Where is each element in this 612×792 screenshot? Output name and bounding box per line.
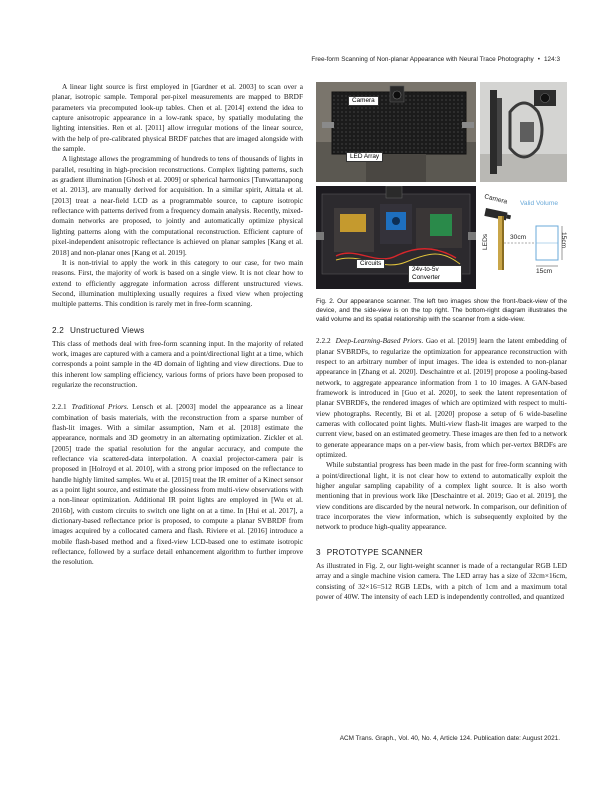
diagram-label-distance: 30cm: [510, 234, 527, 241]
paragraph: [316, 336, 567, 460]
subsection-heading: [316, 336, 423, 345]
side-view-image: [480, 82, 567, 182]
section-number: 3: [316, 547, 321, 557]
section-number: 2.2: [52, 325, 64, 335]
paragraph-text: Gao et al. [2019] learn the latent embedding of planar SVBRDFs, to regularize the optimization for appearance reconstruction with respect to an arbitrary number of input images. The idea is extended to non-planar appearance in [Zhang et al. 2020]. Deschaintre et al. [2019] propose a pooling-based network, to aggregate appearance information from 1 to 10 images. A GAN-based framework is introduced in [Guo et al. 2020], to seek the latent representation of planar SVBRDFs, the rendered images of which are optimized with respect to multi-view photographs. Recently, Bi et al. [2020] propose a setup of 6 wide-baseline cameras with collocated point lights. Multi-view flash-lit images are warped to the current view, based on an estimated geometry. These images are then fed to a network to generate appearance maps on a per-view basis, from which per-vertex BRDFs are optimized.: [316, 336, 567, 460]
paragraph-text: Lensch et al. [2003] model the appearance as a linear combination of basis materials, with the reconstruction from a sparse number of flash-lit images. With a similar assumption, Nam et al. [2018] estimate the appearance, normals and 3D geometry in an alternating optimization. Zickler et al. [2005] trade the spatial resolution for the angular accuracy, and compute the reflectance via scattered-data interpolation. A coaxial projector-camera pair is proposed in [Holroyd et al. 2010], with a strong prior imposed on the reflectance to handle highly limited samples. Wu et al. [2015] treat the IR emitter of a Kinect sensor as a point light source, and estimate the glossiness from multi-view observations with a non-linear optimization. Additional IR point lights are employed in [Wu et al. 2016b], with custom circuits to switch one light on at a time. In [Hui et al. 2017], a dictionary-based reflectance prior is proposed, to compute a planar SVBRDF from images acquired by a collocated camera and flash. Riviere et al. [2016] introduce a mobile flash-based method and a fixed-view LCD-based one to estimate isotropic reflectance, followed by a surface detail enhancement algorithm to further improve the resolution.: [52, 402, 304, 567]
photo-front-view: [316, 82, 476, 182]
running-footer: ACM Trans. Graph., Vol. 40, No. 4, Article 124. Publication date: August 2021.: [339, 735, 560, 742]
diagram-side-view: [480, 186, 567, 289]
section-title: PROTOTYPE SCANNER: [326, 547, 423, 557]
left-column: [52, 82, 303, 568]
section-heading: [52, 325, 303, 336]
caption-text: Our appearance scanner. The left two images show the front-/back-view of the device, and the side-view is on the top right. The bottom-right diagram illustrates the valid volume and its spatial relationship with the scanner from a side-view.: [316, 298, 568, 324]
diagram-label-leds: LEDs: [482, 233, 489, 250]
subsection-heading: [52, 402, 129, 411]
photo-side-view: [480, 82, 567, 182]
header-separator: •: [537, 56, 540, 63]
paragraph: This class of methods deal with free-form scanning input. In the majority of related work, images are captured with a camera and a point/directional light at a time, which corresponds a point sample in the 4D domain of lighting and view directions. Due to this inherent low sampling efficiency, various forms of priors have been proposed to regularize the reconstruction.: [52, 338, 303, 389]
paragraph: A linear light source is first employed in [Gardner et al. 2003] to scan over a planar, isotropic sample. Temporal per-pixel measurements are mapped to BRDF parameters via precomputed look-up tables. Chen et al. [2014] extend the idea to capture anisotropic appearance in a low-rank space, by spatially modulating the lighting intensities. Ren et al. [2011] allow irregular motions of the linear source, with the help of pre-calibrated physical BRDF patches that are imaged alongside with the sample.: [52, 82, 303, 154]
subsection-number: 2.2.2: [316, 336, 331, 346]
paragraph: While substantial progress has been made in the past for free-form scanning with a point/directional light, it is not clear how to extend to automatically exploit the higher angular sampling capability of a complex light source. It is also worth mentioning that in previous work like [Deschaintre et al. 2019; Gao et al. 2019], the view conditions are discarded by the neural network. In comparison, our definition of trace incorporates the view information, which is subsequently exploited by the network to produce high-quality appearance.: [316, 460, 567, 532]
paragraph: [52, 402, 303, 568]
front-view-image: [316, 82, 476, 182]
section-heading: [316, 547, 567, 558]
label-circuits: Circuits: [356, 259, 385, 269]
page-number: 124:3: [544, 56, 560, 63]
diagram-label-height: 15cm: [560, 232, 567, 249]
label-camera: Camera: [348, 96, 379, 106]
header-title: Free-form Scanning of Non-planar Appearance with Neural Trace Photography: [311, 56, 534, 63]
diagram-label-camera: Camera: [483, 193, 508, 206]
figure-2: [316, 82, 567, 289]
subsection-title: Traditional Priors.: [71, 402, 129, 412]
subsection-title: Deep-Learning-Based Priors.: [335, 336, 424, 346]
paragraph: It is non-trivial to apply the work in this category to our case, for two main reasons. First, the majority of work is based on a single view. It is not clear how to extend to efficiently aggregate information across different unstructured views. Second, illumination multiplexing usually requires a fixed view when projecting multiple patterns. This condition is rarely met in free-form scanning.: [52, 257, 303, 309]
diagram-label-valid-volume: Valid Volume: [520, 200, 558, 207]
paragraph: As illustrated in Fig. 2, our light-weight scanner is made of a rectangular RGB LED array and a single machine vision camera. The LED array has a size of 32cm×16cm, consisting of 32×16=512 RGB LEDs, with a pitch of 1cm and a maximum total power of 40W. The intensity of each LED is independently controlled, and quantized: [316, 560, 567, 601]
diagram-label-width: 15cm: [536, 268, 553, 275]
section-title: Unstructured Views: [69, 325, 145, 335]
photo-back-view: [316, 186, 476, 289]
subsection-number: 2.2.1: [52, 402, 67, 412]
label-converter: 24v-to-5v Converter: [408, 265, 462, 283]
figure-caption: [316, 297, 567, 324]
paragraph: A lightstage allows the programming of hundreds to tens of thousands of lights in parallel, resulting in high-precision reconstructions. Complex lighting patterns, such as gradient illumination [Ghosh et al. 2009] or spherical harmonics [Tunwattanapong et al. 2013], are manually derived for acquisition. In a similar spirit, Aittala et al. [2013] treat a near-field LCD as a programmable source, to capture isotropic reflectance with patterns derived from a frequency domain analysis. Recently, mixed-domain networks are proposed, to jointly and automatically optimize physical lighting patterns along with the computational reconstruction. Efficient capture of pixel-independent anisotropic reflectance is achieved on planar samples [Kang et al. 2018] and non-planar ones [Kang et al. 2019].: [52, 154, 303, 257]
running-header: [311, 56, 560, 63]
caption-label: Fig. 2.: [316, 298, 335, 305]
right-column: [316, 82, 567, 602]
label-led-array: LED Array: [346, 152, 383, 162]
